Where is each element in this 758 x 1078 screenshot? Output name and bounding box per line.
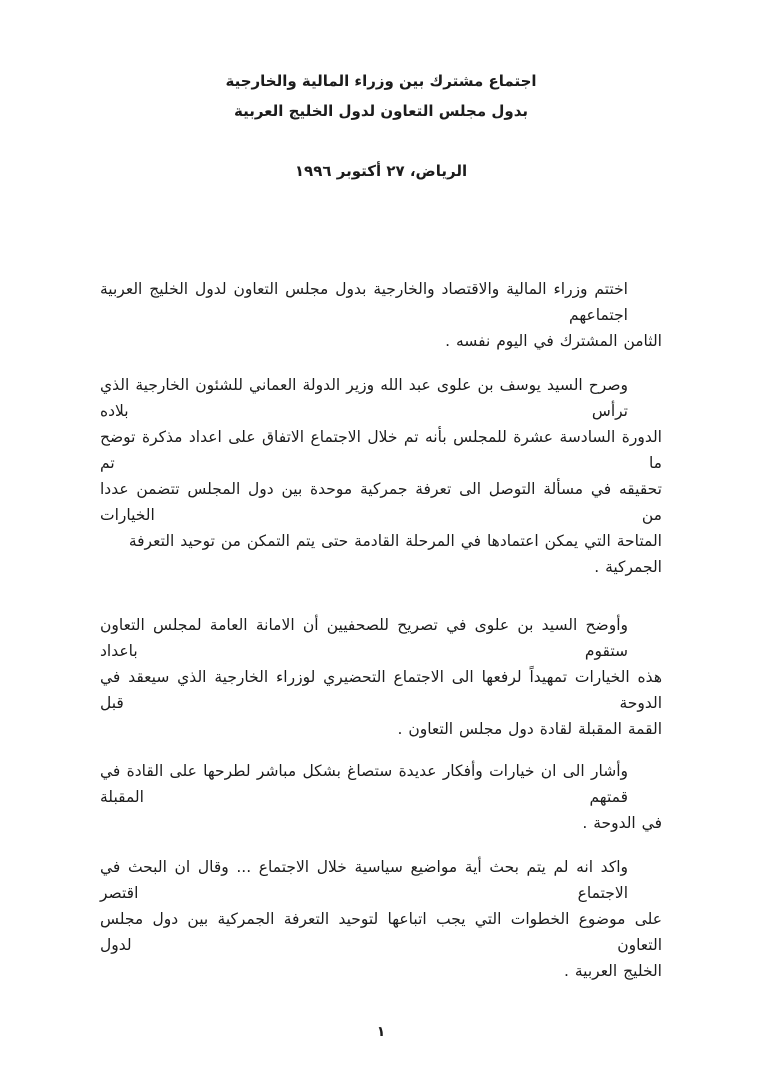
- paragraph: [100, 276, 662, 354]
- text-line: هذه الخيارات تمهيداً لرفعها الى الاجتماع التحضيري لوزراء الخارجية الذي سيعقد في الدوحة قبل: [100, 668, 662, 712]
- paragraph: [100, 758, 662, 836]
- document-header: [100, 66, 662, 181]
- text-line: وأشار الى ان خيارات وأفكار عديدة ستصاغ بشكل مباشر لطرحها على القادة في قمتهم المقبلة: [100, 762, 628, 806]
- text-line: على موضوع الخطوات التي يجب اتباعها لتوحيد التعرفة الجمركية بين دول مجلس التعاون لدول: [100, 910, 662, 954]
- document-title-line-2: بدول مجلس التعاون لدول الخليج العربية: [234, 102, 528, 120]
- text-line: المتاحة التي يمكن اعتمادها في المرحلة القادمة حتى يتم التمكن من توحيد التعرفة الجمركية .: [128, 532, 662, 576]
- dateline: الرياض، ٢٧ أكتوبر ١٩٩٦: [294, 162, 468, 180]
- text-line: وصرح السيد يوسف بن علوى عبد الله وزير الدولة العماني للشئون الخارجية الذي ترأس بلاده: [100, 376, 628, 420]
- paragraph: [100, 612, 662, 742]
- document-body: [100, 276, 662, 1002]
- text-line: القمة المقبلة لقادة دول مجلس التعاون .: [397, 720, 662, 738]
- text-line: الدورة السادسة عشرة للمجلس بأنه تم خلال الاجتماع الاتفاق على اعداد مذكرة توضح ما تم: [100, 428, 662, 472]
- text-line: واكد انه لم يتم بحث أية مواضيع سياسية خلال الاجتماع ... وقال ان البحث في الاجتماع اقتصر: [100, 858, 628, 902]
- text-line: في الدوحة .: [582, 814, 662, 832]
- text-line: الثامن المشترك في اليوم نفسه .: [445, 332, 662, 350]
- text-line: وأوضح السيد بن علوى في تصريح للصحفيين أن الامانة العامة لمجلس التعاون ستقوم باعداد: [100, 616, 628, 660]
- paragraph: [100, 372, 662, 580]
- page-number: ١: [376, 1024, 386, 1040]
- paragraph: [100, 854, 662, 984]
- text-line: اختتم وزراء المالية والاقتصاد والخارجية بدول مجلس التعاون لدول الخليج العربية اجتماعهم: [100, 280, 628, 324]
- text-line: تحقيقه في مسألة التوصل الى تعرفة جمركية موحدة بين دول المجلس تتضمن عددا من الخيارات: [100, 480, 662, 524]
- text-line: الخليج العربية .: [564, 962, 662, 980]
- document-title-line-1: اجتماع مشترك بين وزراء المالية والخارجية: [225, 72, 537, 90]
